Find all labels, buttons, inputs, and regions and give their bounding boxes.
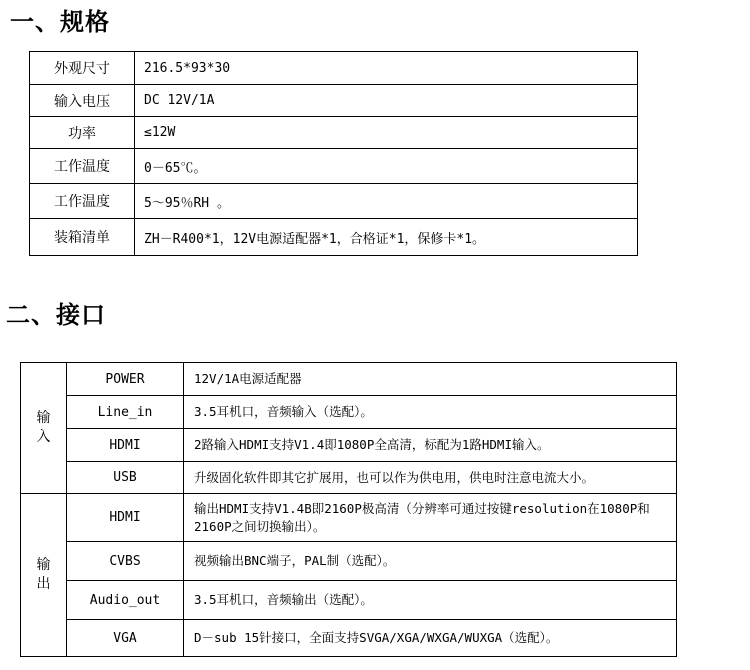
port-description: 12V/1A电源适配器 [184, 363, 677, 396]
port-name: Line_in [67, 396, 184, 429]
port-name: VGA [67, 620, 184, 657]
spec-label: 输入电压 [30, 85, 135, 117]
spec-value: DC 12V/1A [135, 85, 638, 117]
interface-row [21, 494, 677, 542]
spec-row [30, 149, 638, 184]
interface-row [21, 542, 677, 581]
interface-row [21, 620, 677, 657]
spec-label: 装箱清单 [30, 219, 135, 256]
spec-label: 功率 [30, 117, 135, 149]
port-description: 2路输入HDMI支持V1.4即1080P全高清，标配为1路HDMI输入。 [184, 429, 677, 462]
interface-section-title: 二、接口 [6, 301, 106, 329]
spec-section-title: 一、规格 [10, 8, 110, 36]
port-name: POWER [67, 363, 184, 396]
interface-row [21, 429, 677, 462]
port-description: 视频输出BNC端子，PAL制（选配）。 [184, 542, 677, 581]
interface-row [21, 462, 677, 494]
port-name: Audio_out [67, 581, 184, 620]
output-group-label: 输出 [21, 494, 67, 657]
spec-row [30, 184, 638, 219]
port-description: 输出HDMI支持V1.4B即2160P极高清（分辨率可通过按键resolution在1080P和2160P之间切换输出）。 [184, 494, 677, 542]
spec-row [30, 85, 638, 117]
port-name: HDMI [67, 494, 184, 542]
port-name: CVBS [67, 542, 184, 581]
spec-value: ZH－R400*1，12V电源适配器*1，合格证*1，保修卡*1。 [135, 219, 638, 256]
spec-table [29, 51, 638, 256]
spec-row [30, 52, 638, 85]
port-name: USB [67, 462, 184, 494]
spec-label: 工作温度 [30, 149, 135, 184]
port-description: D－sub 15针接口，全面支持SVGA/XGA/WXGA/WUXGA（选配）。 [184, 620, 677, 657]
interface-row [21, 363, 677, 396]
spec-row [30, 219, 638, 256]
spec-label: 工作温度 [30, 184, 135, 219]
port-description: 3.5耳机口，音频输入（选配）。 [184, 396, 677, 429]
spec-value: 216.5*93*30 [135, 52, 638, 85]
spec-row [30, 117, 638, 149]
input-group-label: 输入 [21, 363, 67, 494]
interface-row [21, 581, 677, 620]
spec-value: 0－65℃。 [135, 149, 638, 184]
spec-label: 外观尺寸 [30, 52, 135, 85]
port-description: 升级固化软件即其它扩展用，也可以作为供电用，供电时注意电流大小。 [184, 462, 677, 494]
interface-table [20, 362, 677, 657]
port-description: 3.5耳机口，音频输出（选配）。 [184, 581, 677, 620]
spec-value: ≤12W [135, 117, 638, 149]
spec-value: 5～95％RH 。 [135, 184, 638, 219]
interface-row [21, 396, 677, 429]
port-name: HDMI [67, 429, 184, 462]
